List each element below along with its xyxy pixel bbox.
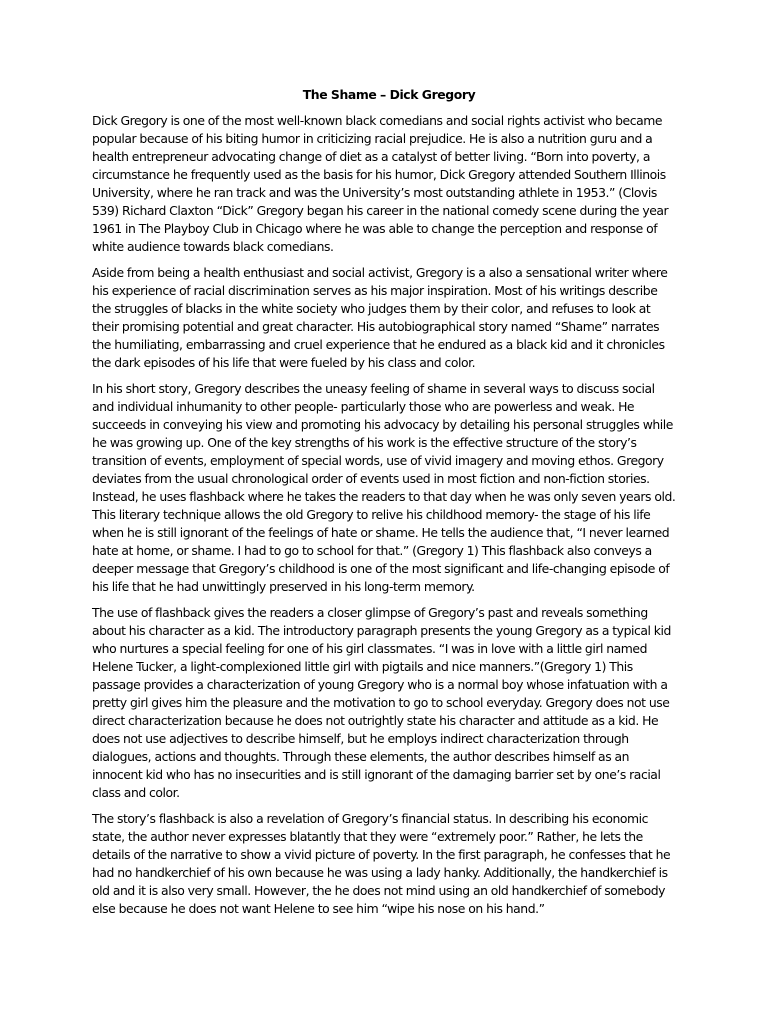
text-line: 1961 in The Playboy Club in Chicago where he was able to change the perception and response of xyxy=(92,221,658,236)
text-line: Instead, he uses flashback where he takes the readers to that day when he was only seven years old. xyxy=(92,489,676,504)
paragraph-2 xyxy=(92,264,676,372)
text-line: innocent kid who has no insecurities and is still ignorant of the damaging barrier set by one’s racial xyxy=(92,767,661,782)
text-line: Dick Gregory is one of the most well-known black comedians and social rights activist who became xyxy=(92,113,663,128)
text-line: their promising potential and great character. His autobiographical story named “Shame” narrates xyxy=(92,319,660,334)
text-line: popular because of his biting humor in criticizing racial prejudice. He is also a nutrition guru and a xyxy=(92,131,653,146)
text-line: circumstance he frequently used as the basis for his humor, Dick Gregory attended Southern Illinois xyxy=(92,167,666,182)
paragraph-4 xyxy=(92,604,676,802)
paragraph-1 xyxy=(92,112,676,256)
text-line: who nurtures a special feeling for one of his girl classmates. “I was in love with a little girl named xyxy=(92,641,648,656)
text-line: his experience of racial discrimination serves as his major inspiration. Most of his writings describe xyxy=(92,283,658,298)
text-line: had no handkerchief of his own because he was using a lady hanky. Additionally, the handkerchief is xyxy=(92,865,668,880)
text-line: deviates from the usual chronological order of events used in most fiction and non-fiction stories. xyxy=(92,471,650,486)
text-line: passage provides a characterization of young Gregory who is a normal boy whose infatuation with a xyxy=(92,677,668,692)
text-line: class and color. xyxy=(92,785,180,800)
text-line: old and it is also very small. However, the he does not mind using an old handkerchief of somebody xyxy=(92,883,666,898)
text-line: health entrepreneur advocating change of diet as a catalyst of better living. “Born into poverty, a xyxy=(92,149,650,164)
paragraph-5 xyxy=(92,810,676,918)
text-line: This literary technique allows the old Gregory to relive his childhood memory- the stage of his life xyxy=(92,507,651,522)
paragraph-3 xyxy=(92,380,676,596)
text-line: dialogues, actions and thoughts. Through these elements, the author describes himself as an xyxy=(92,749,630,764)
text-line: and individual inhumanity to other people- particularly those who are powerless and weak. He xyxy=(92,399,635,414)
document-title: The Shame – Dick Gregory xyxy=(302,87,476,102)
text-line: University, where he ran track and was the University’s most outstanding athlete in 1953.” (Clovis xyxy=(92,185,657,200)
text-line: does not use adjectives to describe himself, but he employs indirect characterization through xyxy=(92,731,629,746)
text-line: The use of flashback gives the readers a closer glimpse of Gregory’s past and reveals something xyxy=(92,605,648,620)
text-line: details of the narrative to show a vivid picture of poverty. In the first paragraph, he confesses that he xyxy=(92,847,671,862)
text-line: else because he does not want Helene to see him “wipe his nose on his hand.” xyxy=(92,901,545,916)
text-line: the dark episodes of his life that were fueled by his class and color. xyxy=(92,355,476,370)
text-line: succeeds in conveying his view and promoting his advocacy by detailing his personal struggles while xyxy=(92,417,673,432)
text-line: Aside from being a health enthusiast and social activist, Gregory is a also a sensational writer where xyxy=(92,265,668,280)
text-line: transition of events, employment of special words, use of vivid imagery and moving ethos. Gregory xyxy=(92,453,664,468)
text-line: In his short story, Gregory describes the uneasy feeling of shame in several ways to discuss social xyxy=(92,381,655,396)
text-line: hate at home, or shame. I had to go to school for that.” (Gregory 1) This flashback also conveys a xyxy=(92,543,652,558)
text-line: his life that he had unwittingly preserved in his long-term memory. xyxy=(92,579,475,594)
text-line: he was growing up. One of the key strengths of his work is the effective structure of the story’s xyxy=(92,435,637,450)
text-line: direct characterization because he does not outrightly state his character and attitude as a kid. He xyxy=(92,713,659,728)
text-line: state, the author never expresses blatantly that they were “extremely poor.” Rather, he lets the xyxy=(92,829,643,844)
text-line: The story’s flashback is also a revelation of Gregory’s financial status. In describing his economic xyxy=(92,811,649,826)
text-line: 539) Richard Claxton “Dick” Gregory began his career in the national comedy scene during the year xyxy=(92,203,669,218)
text-line: Helene Tucker, a light-complexioned little girl with pigtails and nice manners.”(Gregory 1) This xyxy=(92,659,633,674)
text-line: pretty girl gives him the pleasure and the motivation to go to school everyday. Gregory does not use xyxy=(92,695,670,710)
text-line: when he is still ignorant of the feelings of hate or shame. He tells the audience that, “I never learned xyxy=(92,525,670,540)
text-line: the struggles of blacks in the white society who judges them by their color, and refuses to look at xyxy=(92,301,651,316)
text-line: the humiliating, embarrassing and cruel experience that he endured as a black kid and it chronicles xyxy=(92,337,665,352)
text-line: white audience towards black comedians. xyxy=(92,239,334,254)
text-line: about his character as a kid. The introductory paragraph presents the young Gregory as a typical kid xyxy=(92,623,671,638)
text-line: deeper message that Gregory’s childhood is one of the most significant and life-changing episode of xyxy=(92,561,670,576)
